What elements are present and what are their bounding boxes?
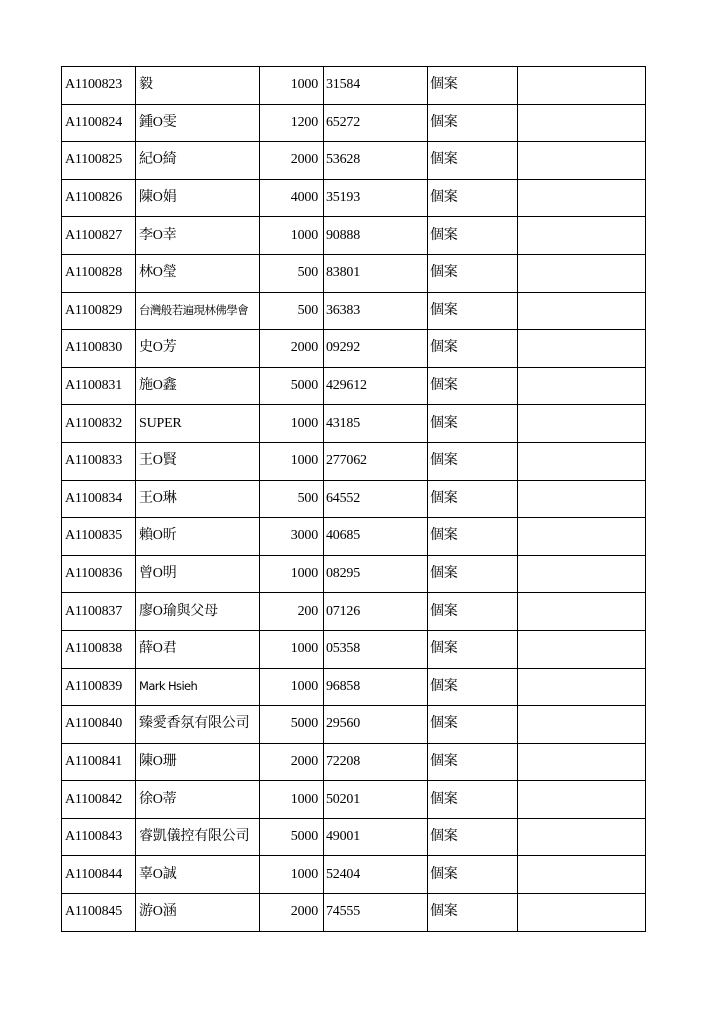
receipt-id-cell: A1100830 (62, 330, 136, 368)
amount-cell: 2000 (260, 743, 324, 781)
amount-cell: 4000 (260, 179, 324, 217)
amount-cell: 200 (260, 593, 324, 631)
note-cell (518, 67, 646, 105)
reference-code-cell: 49001 (324, 818, 428, 856)
reference-code-cell: 83801 (324, 254, 428, 292)
ledger-body (62, 67, 646, 932)
note-cell (518, 668, 646, 706)
note-cell (518, 593, 646, 631)
reference-code-cell: 43185 (324, 405, 428, 443)
reference-code-cell: 64552 (324, 480, 428, 518)
receipt-id-cell: A1100839 (62, 668, 136, 706)
donor-name-cell: 臻愛香氛有限公司 (136, 706, 260, 744)
receipt-id-cell: A1100826 (62, 179, 136, 217)
amount-cell: 1000 (260, 781, 324, 819)
receipt-id-cell: A1100842 (62, 781, 136, 819)
amount-cell: 1000 (260, 67, 324, 105)
donor-name-cell: 徐O蒂 (136, 781, 260, 819)
donor-name-cell: 陳O娟 (136, 179, 260, 217)
note-cell (518, 104, 646, 142)
note-cell (518, 254, 646, 292)
note-cell (518, 518, 646, 556)
reference-code-cell: 53628 (324, 142, 428, 180)
amount-cell: 2000 (260, 330, 324, 368)
donor-name-cell: 辜O誠 (136, 856, 260, 894)
category-cell: 個案 (428, 894, 518, 932)
reference-code-cell: 35193 (324, 179, 428, 217)
category-cell: 個案 (428, 217, 518, 255)
note-cell (518, 480, 646, 518)
reference-code-cell: 40685 (324, 518, 428, 556)
table-row (62, 330, 646, 368)
receipt-id-cell: A1100838 (62, 630, 136, 668)
table-row (62, 781, 646, 819)
amount-cell: 5000 (260, 367, 324, 405)
category-cell: 個案 (428, 818, 518, 856)
table-row (62, 179, 646, 217)
receipt-id-cell: A1100834 (62, 480, 136, 518)
receipt-id-cell: A1100833 (62, 442, 136, 480)
note-cell (518, 367, 646, 405)
table-row (62, 818, 646, 856)
donor-name-cell: 鍾O雯 (136, 104, 260, 142)
donor-name-cell: 游O涵 (136, 894, 260, 932)
table-row (62, 405, 646, 443)
receipt-id-cell: A1100824 (62, 104, 136, 142)
reference-code-cell: 08295 (324, 555, 428, 593)
receipt-id-cell: A1100844 (62, 856, 136, 894)
donor-name-cell: 王O賢 (136, 442, 260, 480)
table-row (62, 894, 646, 932)
category-cell: 個案 (428, 630, 518, 668)
table-row (62, 630, 646, 668)
category-cell: 個案 (428, 781, 518, 819)
reference-code-cell: 29560 (324, 706, 428, 744)
amount-cell: 1200 (260, 104, 324, 142)
donor-name-cell: 李O幸 (136, 217, 260, 255)
receipt-id-cell: A1100831 (62, 367, 136, 405)
table-row (62, 104, 646, 142)
amount-cell: 500 (260, 254, 324, 292)
category-cell: 個案 (428, 668, 518, 706)
table-row (62, 442, 646, 480)
category-cell: 個案 (428, 104, 518, 142)
receipt-id-cell: A1100837 (62, 593, 136, 631)
table-row (62, 743, 646, 781)
receipt-id-cell: A1100845 (62, 894, 136, 932)
amount-cell: 500 (260, 480, 324, 518)
table-row (62, 142, 646, 180)
receipt-id-cell: A1100832 (62, 405, 136, 443)
donation-ledger-table (61, 66, 646, 932)
donor-name-cell: 王O琳 (136, 480, 260, 518)
reference-code-cell: 36383 (324, 292, 428, 330)
amount-cell: 1000 (260, 630, 324, 668)
note-cell (518, 706, 646, 744)
receipt-id-cell: A1100829 (62, 292, 136, 330)
note-cell (518, 555, 646, 593)
table-row (62, 67, 646, 105)
category-cell: 個案 (428, 405, 518, 443)
category-cell: 個案 (428, 593, 518, 631)
note-cell (518, 818, 646, 856)
table-row (62, 480, 646, 518)
donor-name-cell: Mark Hsieh (136, 668, 260, 706)
receipt-id-cell: A1100841 (62, 743, 136, 781)
reference-code-cell: 09292 (324, 330, 428, 368)
table-row (62, 217, 646, 255)
category-cell: 個案 (428, 555, 518, 593)
receipt-id-cell: A1100840 (62, 706, 136, 744)
note-cell (518, 894, 646, 932)
donor-name-cell: 曾O明 (136, 555, 260, 593)
category-cell: 個案 (428, 330, 518, 368)
amount-cell: 1000 (260, 555, 324, 593)
category-cell: 個案 (428, 292, 518, 330)
receipt-id-cell: A1100828 (62, 254, 136, 292)
note-cell (518, 292, 646, 330)
reference-code-cell: 96858 (324, 668, 428, 706)
reference-code-cell: 429612 (324, 367, 428, 405)
reference-code-cell: 90888 (324, 217, 428, 255)
amount-cell: 1000 (260, 405, 324, 443)
amount-cell: 1000 (260, 856, 324, 894)
category-cell: 個案 (428, 518, 518, 556)
amount-cell: 3000 (260, 518, 324, 556)
category-cell: 個案 (428, 706, 518, 744)
reference-code-cell: 31584 (324, 67, 428, 105)
note-cell (518, 405, 646, 443)
note-cell (518, 630, 646, 668)
table-row (62, 367, 646, 405)
table-row (62, 254, 646, 292)
donor-name-cell: 施O鑫 (136, 367, 260, 405)
amount-cell: 1000 (260, 668, 324, 706)
amount-cell: 2000 (260, 894, 324, 932)
reference-code-cell: 50201 (324, 781, 428, 819)
donor-name-cell: 台灣般若遍現林佛學會 (136, 292, 260, 330)
amount-cell: 5000 (260, 818, 324, 856)
category-cell: 個案 (428, 142, 518, 180)
category-cell: 個案 (428, 179, 518, 217)
note-cell (518, 442, 646, 480)
note-cell (518, 856, 646, 894)
receipt-id-cell: A1100823 (62, 67, 136, 105)
donor-name-cell: 薛O君 (136, 630, 260, 668)
category-cell: 個案 (428, 743, 518, 781)
donor-name-cell: 廖O瑜與父母 (136, 593, 260, 631)
donor-name-cell: 林O瑩 (136, 254, 260, 292)
note-cell (518, 743, 646, 781)
category-cell: 個案 (428, 442, 518, 480)
donor-name-cell: 賴O昕 (136, 518, 260, 556)
table-row (62, 292, 646, 330)
reference-code-cell: 74555 (324, 894, 428, 932)
donor-name-cell: 陳O珊 (136, 743, 260, 781)
amount-cell: 2000 (260, 142, 324, 180)
amount-cell: 1000 (260, 442, 324, 480)
category-cell: 個案 (428, 480, 518, 518)
note-cell (518, 217, 646, 255)
note-cell (518, 179, 646, 217)
amount-cell: 1000 (260, 217, 324, 255)
category-cell: 個案 (428, 254, 518, 292)
category-cell: 個案 (428, 367, 518, 405)
table-row (62, 668, 646, 706)
donor-name-cell: 睿凱儀控有限公司 (136, 818, 260, 856)
receipt-id-cell: A1100835 (62, 518, 136, 556)
reference-code-cell: 52404 (324, 856, 428, 894)
receipt-id-cell: A1100836 (62, 555, 136, 593)
donor-name-cell: 史O芳 (136, 330, 260, 368)
reference-code-cell: 07126 (324, 593, 428, 631)
receipt-id-cell: A1100827 (62, 217, 136, 255)
amount-cell: 5000 (260, 706, 324, 744)
donor-name-cell: 紀O綺 (136, 142, 260, 180)
reference-code-cell: 65272 (324, 104, 428, 142)
table-row (62, 856, 646, 894)
note-cell (518, 142, 646, 180)
amount-cell: 500 (260, 292, 324, 330)
reference-code-cell: 72208 (324, 743, 428, 781)
table-row (62, 593, 646, 631)
table-row (62, 706, 646, 744)
category-cell: 個案 (428, 67, 518, 105)
table-row (62, 518, 646, 556)
reference-code-cell: 277062 (324, 442, 428, 480)
reference-code-cell: 05358 (324, 630, 428, 668)
category-cell: 個案 (428, 856, 518, 894)
donor-name-cell: SUPER (136, 405, 260, 443)
note-cell (518, 781, 646, 819)
receipt-id-cell: A1100825 (62, 142, 136, 180)
note-cell (518, 330, 646, 368)
table-row (62, 555, 646, 593)
donor-name-cell: 毅 (136, 67, 260, 105)
receipt-id-cell: A1100843 (62, 818, 136, 856)
